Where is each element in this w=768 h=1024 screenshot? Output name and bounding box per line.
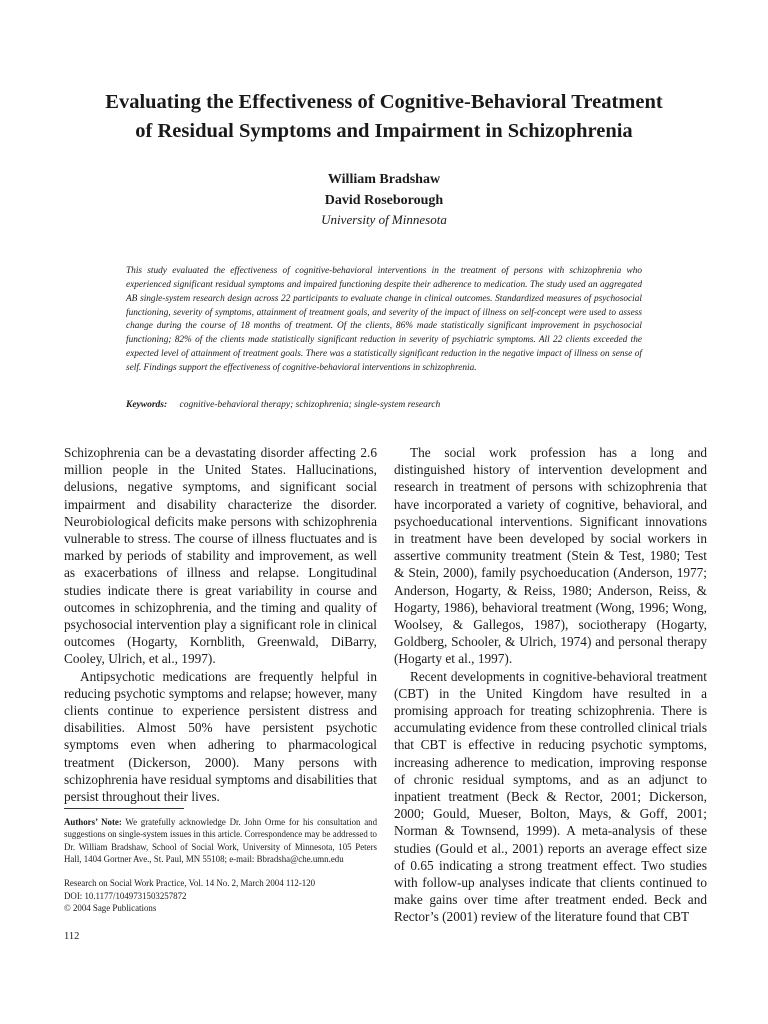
body-left-column (64, 444, 377, 805)
article-title (60, 88, 708, 146)
body-paragraph: Recent developments in cognitive-behavioral treatment (CBT) in the United Kingdom have resulted in a promising approach for treating schizophrenia. There is accumulating evidence from these controlled clinical trials that CBT is effective in reducing psychotic symptoms, increasing adherence to medication, improving response of chronic residual symptoms, and as an adjunct to inpatient treatment (Beck & Rector, 2001; Dickerson, 2000; Gould, Mueser, Bolton, Mays, & Goff, 2001; Norman & Townsend, 1999). A meta-analysis of these studies (Gould et al., 2001) reports an average effect size of 0.65 indicating a strong treatment effect. Two studies with follow-up analyses indicate that clients continued to make gains over time after treatment ended. Beck and Rector’s (2001) review of the literature found that CBT (394, 668, 707, 925)
journal-citation: Research on Social Work Practice, Vol. 14 No. 2, March 2004 112-120 (64, 878, 316, 888)
title-line-1: Evaluating the Effectiveness of Cognitive-Behavioral Treatment (105, 91, 663, 113)
body-paragraph: Schizophrenia can be a devastating disorder affecting 2.6 million people in the United States. Hallucinations, delusions, negative symptoms, and significant social impairment and disability characterize the disorder. Neurobiological deficits make persons with schizophrenia vulnerable to stress. The course of illness fluctuates and is marked by periods of stability and improvement, as well as exacerbations of illness and relapse. Longitudinal studies indicate there is great variability in course and outcomes in schizophrenia, and the timing and quality of psychosocial intervention play a significant role in clinical outcomes (Hogarty, Kornblith, Greenwald, DiBarry, Cooley, Ulrich, et al., 1997). (64, 445, 377, 667)
authors-note-text: We gratefully acknowledge Dr. John Orme for his consultation and suggestions on single-system issues in this article. Correspondence may be addressed to Dr. William Bradshaw, School of Social Work, University of Minnesota, 105 Peters Hall, 1404 Gortner Ave., St. Paul, MN 55108; e-mail: Bbradsha@che.umn.edu (64, 817, 378, 864)
doi: DOI: 10.1177/1049731503257872 (64, 890, 187, 901)
body-paragraph: The social work profession has a long and distinguished history of intervention development and research in treatment of persons with schizophrenia that have incorporated a variety of cognitive, behavioral, and psychoeducational interventions. Significant innovations in treatment have been developed by social workers in assertive community treatment (Stein & Test, 1980; Test & Stein, 2000), family psychoeducation (Anderson, 1977; Anderson, Hogarty, & Reiss, 1980; Anderson, Reiss, & Hogarty, 1986), behavioral treatment (Wong, 1996; Wong, Woolsey, & Gallegos, 1987), sociotherapy (Hogarty, Goldberg, Schooler, & Ulrich, 1974) and personal therapy (Hogarty et al., 1997). (394, 445, 707, 667)
keywords-text: cognitive-behavioral therapy; schizophrenia; single-system research (179, 400, 441, 410)
copyright: © 2004 Sage Publications (64, 903, 157, 913)
footnote-divider (64, 808, 184, 809)
keywords-label: Keywords: (126, 400, 168, 410)
abstract: This study evaluated the effectiveness of cognitive-behavioral interventions in the treatment of persons with schizophrenia who experienced significant residual symptoms and impaired functioning despite their adherence to medication. The study used an aggregated AB single-system research design across 22 participants to evaluate change in clinical outcomes. Standardized measures of psychosocial functioning, severity of symptoms, attainment of treatment goals, and severity of the impact of illness on self-concept were used to assess change during the course of 18 months of treatment. Of the clients, 86% made statistically significant improvement in psychosocial functioning; 82% of the clients made statistically significant reduction in severity of psychiatric symptoms. All 22 clients exceeded the expected level of attainment of treatment goals. There was a statistically significant reduction in the negative impact of illness on sense of self. Findings support the effectiveness of cognitive-behavioral interventions in schizophrenia. (126, 266, 642, 373)
authors-note-label: Authors’ Note: (64, 817, 122, 827)
page-number: 112 (64, 931, 80, 942)
author-block (0, 169, 768, 228)
body-right-column (394, 444, 707, 926)
keywords (126, 400, 686, 410)
publication-info (64, 877, 377, 915)
author-name: William Bradshaw (327, 172, 441, 187)
body-paragraph: Antipsychotic medications are frequently helpful in reducing psychotic symptoms and relapse; however, many clients continue to experience persistent distress and disabilities. Almost 50% have persistent psychotic symptoms even when adhering to pharmacological treatment (Dickerson, 2000). Many persons with schizophrenia have residual symptoms and disabilities that persist throughout their lives. (64, 668, 377, 805)
authors-note (64, 816, 377, 865)
author-affiliation: University of Minnesota (321, 212, 447, 227)
author-name: David Roseborough (324, 193, 444, 208)
title-line-2: of Residual Symptoms and Impairment in Schizophrenia (135, 120, 633, 142)
